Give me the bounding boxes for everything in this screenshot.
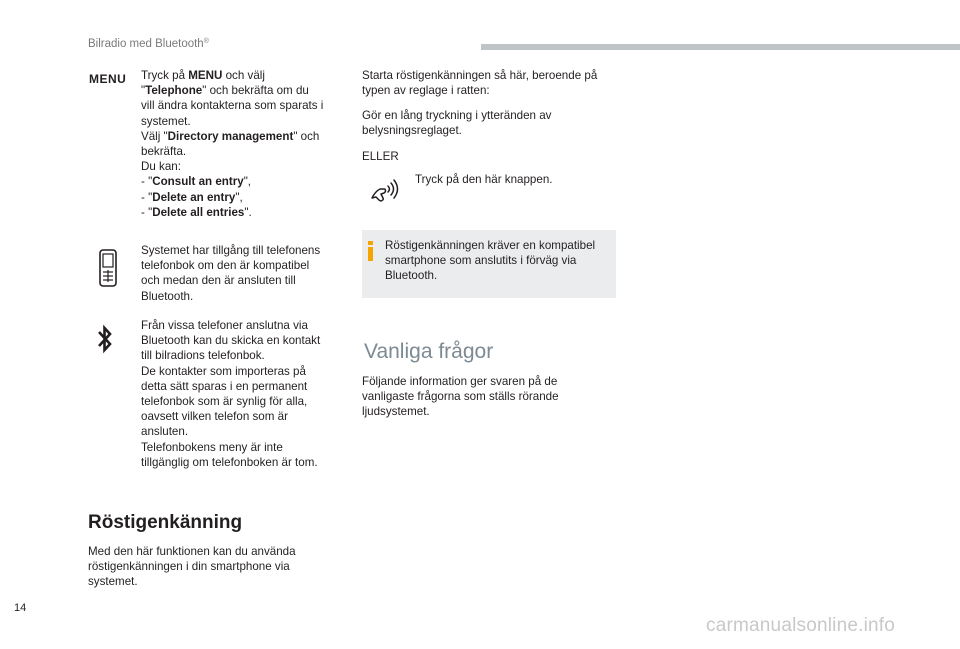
running-header: Bilradio med Bluetooth® xyxy=(88,38,209,50)
info-icon xyxy=(368,241,373,261)
long-press-text: Gör en lång tryckning i ytteränden av belysningsreglaget. xyxy=(362,109,552,138)
voice-start-intro: Starta röstigenkänningen så här, beroende på typen av reglage i ratten: xyxy=(362,69,598,98)
phonebook-access-text: Systemet har tillgång till telefonens telefonbok om den är kompatibel och medan den är ansluten till Bluetooth. xyxy=(141,244,321,303)
press-button-text: Tryck på den här knappen. xyxy=(415,173,553,186)
option-consult: - "Consult an entry", xyxy=(141,175,252,189)
watermark: carmanualsonline.info xyxy=(706,615,896,636)
or-label: ELLER xyxy=(362,150,399,163)
page-number: 14 xyxy=(14,602,27,614)
phone-icon xyxy=(98,249,118,287)
bluetooth-contacts-text: Från vissa telefoner anslutna via Bluetooth kan du skicka en kontakt till bilradions telefonbok. De kontakter som importeras på detta sätt sparas i en permanent telefonbok som är synlig för alla, oavsett vilken telefon som är ansluten. Telefonbokens meny är inte tillgänglig om telefonboken är tom. xyxy=(141,319,321,469)
voice-command-icon xyxy=(368,176,404,206)
header-rule xyxy=(481,44,960,50)
menu-key-label: MENU xyxy=(89,72,127,86)
menu-instructions: Tryck på MENU och välj "Telephone" och bekräfta om du vill ändra kontakterna som sparats i systemet. Välj "Directory management" och bekräfta. Du kan: - "Consult an entry", - "Delete an entry", - "Delete all entries". xyxy=(141,68,346,220)
faq-intro: Följande information ger svaren på de vanligaste frågorna som ställs rörande ljudsystemet. xyxy=(362,375,559,419)
option-delete-all: - "Delete all entries". xyxy=(141,205,252,219)
info-box-text: Röstigenkänningen kräver en kompatibel smartphone som anslutits i förväg via Bluetooth. xyxy=(385,239,596,283)
voice-recognition-intro: Med den här funktionen kan du använda röstigenkänningen i din smartphone via systemet. xyxy=(88,545,296,589)
section-title-faq: Vanliga frågor xyxy=(364,340,494,363)
option-delete: - "Delete an entry", xyxy=(141,190,243,204)
section-title-voice-recognition: Röstigenkänning xyxy=(88,512,243,533)
bluetooth-icon xyxy=(97,323,113,355)
